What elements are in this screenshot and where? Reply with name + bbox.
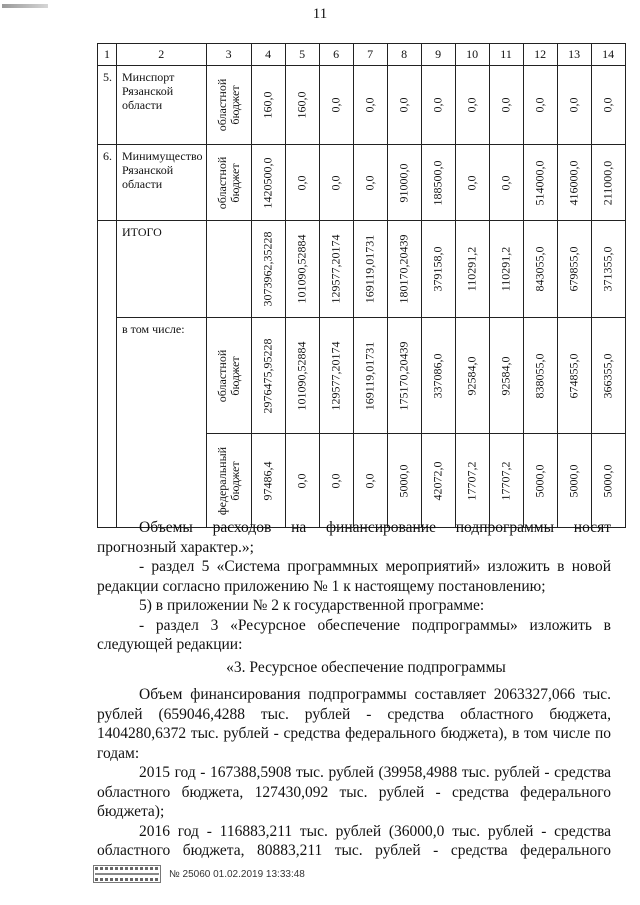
value: 180170,20439 (396, 234, 411, 304)
value: 42072,0 (430, 461, 445, 500)
value-cell (523, 318, 557, 434)
value: 5000,0 (396, 464, 411, 497)
value: 110291,2 (498, 246, 513, 292)
value-cell (353, 66, 387, 145)
value: 92584,0 (498, 356, 513, 395)
value-cell (489, 145, 523, 221)
paragraph-line: областного бюджета, 127430,092 тыс. рублей - средства федерального (97, 784, 611, 801)
funding-source: областной бюджет (214, 78, 242, 132)
value: 0,0 (566, 97, 581, 113)
value-cell (285, 434, 319, 528)
value-cell (591, 145, 625, 221)
header-cell: 6 (319, 44, 353, 66)
value: 0,0 (430, 97, 445, 113)
value: 129577,20174 (328, 341, 343, 410)
value-cell (557, 145, 591, 221)
row-number: 5. (98, 66, 117, 145)
paragraph-line: 2015 год - 167388,5908 тыс. рублей (39958,4988 тыс. рублей - средства (139, 764, 611, 781)
value: 674855,0 (566, 353, 581, 398)
value: 5000,0 (600, 464, 615, 497)
table-row-regional (98, 318, 626, 434)
value-cell (285, 145, 319, 221)
paragraph-line: - раздел 3 «Ресурсное обеспечение подпрограммы» изложить в (139, 617, 611, 634)
value: 0,0 (600, 97, 615, 113)
funding-source: областной бюджет (214, 156, 242, 209)
document-footer (93, 865, 305, 883)
value: 97486,4 (260, 461, 275, 500)
paragraph-line: - раздел 5 «Система программных мероприятий» изложить в новой (139, 558, 611, 575)
including-label: в том числе: (117, 318, 207, 528)
page-number: 11 (312, 6, 328, 22)
value: 0,0 (396, 97, 411, 113)
value-cell (591, 66, 625, 145)
value: 3073962,35228 (260, 231, 275, 307)
value-cell (421, 434, 455, 528)
value-cell (251, 318, 285, 434)
row-number: 6. (98, 145, 117, 221)
value-cell (319, 221, 353, 318)
paragraph-line: Объемы расходов на финансирование подпрограммы носят (139, 519, 611, 536)
value: 129577,20174 (328, 234, 343, 304)
funding-source: областной бюджет (214, 349, 242, 402)
header-cell: 7 (353, 44, 387, 66)
value-cell (251, 434, 285, 528)
value: 0,0 (464, 97, 479, 113)
value: 5000,0 (566, 464, 581, 497)
value: 0,0 (328, 175, 343, 190)
value-cell (489, 66, 523, 145)
value: 0,0 (294, 473, 309, 488)
value: 0,0 (498, 97, 513, 113)
value-cell (523, 145, 557, 221)
value: 5000,0 (532, 464, 547, 497)
value-cell (421, 221, 455, 318)
registration-stamp: № 25060 01.02.2019 13:33:48 (169, 868, 305, 880)
paragraph-line: годам: (97, 745, 140, 762)
value: 211000,0 (600, 160, 615, 205)
value-cell (557, 66, 591, 145)
value: 169119,01731 (362, 234, 377, 304)
value-cell (591, 318, 625, 434)
empty-cell (98, 221, 117, 528)
funding-source-cell (206, 318, 251, 434)
paragraph-line: бюджета); (97, 803, 165, 820)
paragraph-line: рублей (659046,4288 тыс. рублей - средства областного бюджета, (97, 706, 611, 723)
executor-name: Минимущество Рязанской области (117, 145, 207, 221)
header-cell: 5 (285, 44, 319, 66)
value-cell (353, 434, 387, 528)
value-cell (353, 145, 387, 221)
value-cell (489, 221, 523, 318)
resource-table (97, 43, 626, 528)
value-cell (251, 221, 285, 318)
value: 0,0 (362, 473, 377, 488)
paragraph-line: 1404280,6372 тыс. рублей - средства федерального бюджета), в том числе по (97, 725, 611, 742)
paragraph-line: редакции согласно приложению № 1 к настоящему постановлению; (97, 578, 546, 595)
value: 0,0 (328, 97, 343, 113)
table-row-property (98, 145, 626, 221)
value-cell (421, 318, 455, 434)
paragraph-line: Объем финансирования подпрограммы составляет 2063327,066 тыс. (139, 686, 611, 703)
value-cell (557, 434, 591, 528)
value-cell (387, 318, 421, 434)
value-cell (353, 221, 387, 318)
paragraph-line: областного бюджета, 80883,211 тыс. рублей - средства федерального (97, 842, 611, 859)
total-label: ИТОГО (117, 221, 207, 318)
registry-logo-icon (93, 865, 161, 883)
value-cell (319, 318, 353, 434)
header-cell: 9 (421, 44, 455, 66)
value: 0,0 (294, 175, 309, 190)
value: 160,0 (294, 91, 309, 119)
value: 337086,0 (430, 353, 445, 398)
funding-source-cell (206, 66, 251, 145)
header-cell: 8 (387, 44, 421, 66)
value-cell (455, 145, 489, 221)
value: 379158,0 (430, 246, 445, 292)
value: 838055,0 (532, 353, 547, 398)
value: 0,0 (532, 97, 547, 113)
value-cell (523, 434, 557, 528)
empty-cell (206, 221, 251, 318)
header-cell: 13 (557, 44, 591, 66)
table-row-total (98, 221, 626, 318)
value: 366355,0 (600, 353, 615, 398)
executor-name: Минспорт Рязанской области (117, 66, 207, 145)
value: 110291,2 (464, 246, 479, 292)
value-cell (319, 434, 353, 528)
value-cell (455, 318, 489, 434)
value-cell (251, 66, 285, 145)
value-cell (353, 318, 387, 434)
header-cell: 3 (206, 44, 251, 66)
value: 169119,01731 (362, 341, 377, 410)
value-cell (455, 221, 489, 318)
value: 188500,0 (430, 160, 445, 205)
header-cell: 12 (523, 44, 557, 66)
table-row-sport (98, 66, 626, 145)
value-cell (285, 66, 319, 145)
value: 514000,0 (532, 160, 547, 205)
value-cell (387, 66, 421, 145)
value: 679855,0 (566, 246, 581, 292)
value: 416000,0 (566, 160, 581, 205)
header-cell: 1 (98, 44, 117, 66)
value: 160,0 (260, 91, 275, 119)
value-cell (455, 66, 489, 145)
value-cell (285, 221, 319, 318)
value-cell (455, 434, 489, 528)
value: 0,0 (328, 473, 343, 488)
value-cell (489, 318, 523, 434)
value-cell (489, 434, 523, 528)
value-cell (387, 145, 421, 221)
paragraph-line: прогнозный характер.»; (97, 539, 254, 556)
value: 371355,0 (600, 246, 615, 292)
funding-source-cell (206, 145, 251, 221)
value: 2976475,95228 (260, 338, 275, 413)
value: 175170,20439 (396, 341, 411, 410)
section-heading: «3. Ресурсное обеспечение подпрограммы (226, 659, 506, 676)
value: 0,0 (498, 175, 513, 190)
value-cell (557, 221, 591, 318)
value-cell (387, 221, 421, 318)
value-cell (591, 221, 625, 318)
funding-source-cell (206, 434, 251, 528)
value-cell (591, 434, 625, 528)
value-cell (421, 145, 455, 221)
table-header-row (98, 44, 626, 66)
value: 843055,0 (532, 246, 547, 292)
value: 1420500,0 (260, 157, 275, 208)
value: 17707,2 (498, 461, 513, 500)
value-cell (523, 221, 557, 318)
value: 0,0 (464, 175, 479, 190)
value: 101090,52884 (294, 234, 309, 304)
header-cell: 4 (251, 44, 285, 66)
value: 17707,2 (464, 461, 479, 500)
header-cell: 2 (117, 44, 207, 66)
value-cell (387, 434, 421, 528)
value-cell (285, 318, 319, 434)
value-cell (319, 66, 353, 145)
header-cell: 11 (489, 44, 523, 66)
paragraph-line: 2016 год - 116883,211 тыс. рублей (36000,0 тыс. рублей - средства (139, 823, 611, 840)
value-cell (319, 145, 353, 221)
header-cell: 10 (455, 44, 489, 66)
value-cell (557, 318, 591, 434)
value: 0,0 (362, 175, 377, 190)
value-cell (523, 66, 557, 145)
value-cell (251, 145, 285, 221)
value: 101090,52884 (294, 341, 309, 410)
paragraph-line: 5) в приложении № 2 к государственной программе: (139, 597, 485, 614)
paragraph-line: следующей редакции: (97, 636, 243, 653)
value-cell (421, 66, 455, 145)
value: 92584,0 (464, 356, 479, 395)
value: 91000,0 (396, 163, 411, 202)
header-cell: 14 (591, 44, 625, 66)
funding-source: федеральный бюджет (214, 446, 242, 515)
value: 0,0 (362, 97, 377, 113)
